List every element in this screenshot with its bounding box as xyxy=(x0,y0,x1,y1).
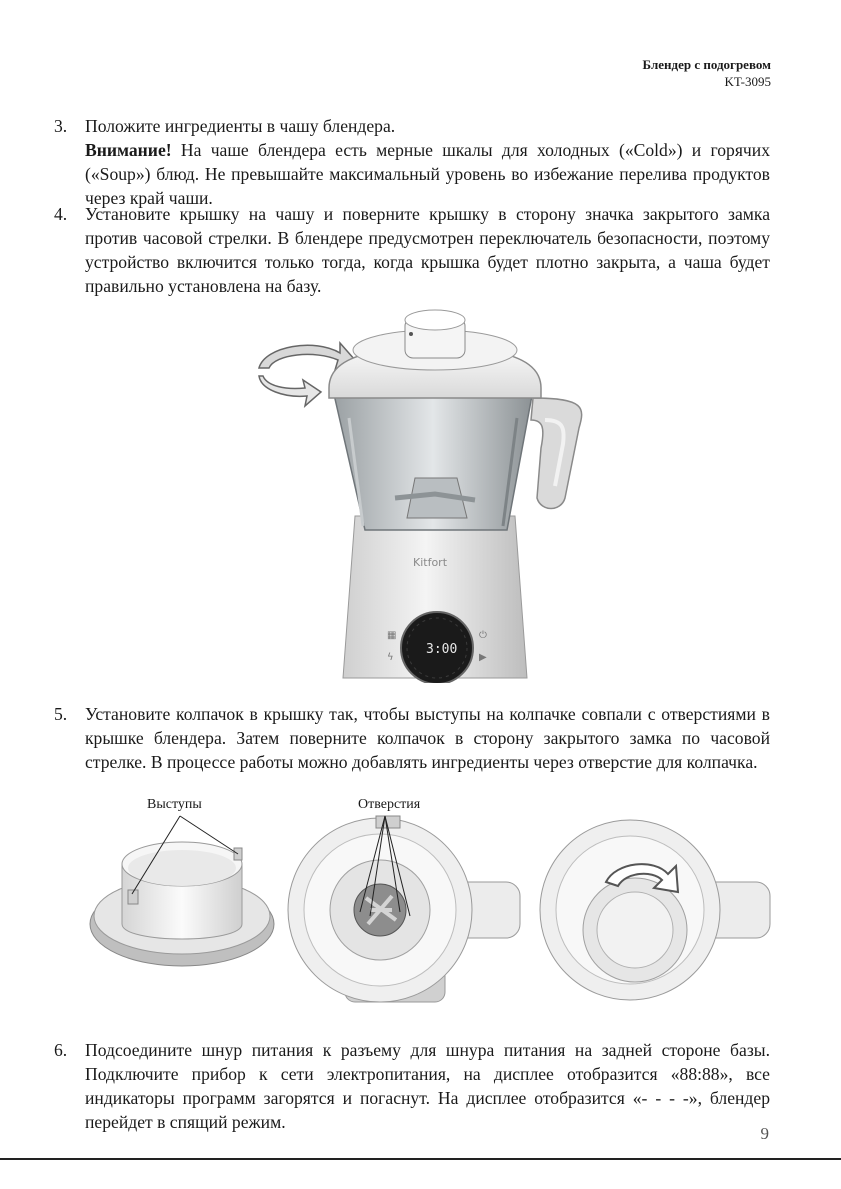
step-text: Установите колпачок в крышку так, чтобы выступы на колпачке совпали с отверстиями в крышке блендера. Затем поверните колпачок в сторону закрытого замка по часовой стрелке. В процессе работы можно добавлять ингредиенты через отверстие для колпачка. xyxy=(85,704,770,772)
label-holes: Отверстия xyxy=(358,797,421,812)
step-text: Положите ингредиенты в чашу блендера. xyxy=(85,116,396,136)
power-icon: ⏻ xyxy=(479,630,487,641)
pulse-icon: ϟ xyxy=(387,652,394,663)
step-text: Подсоедините шнур питания к разъему для шнура питания на задней стороне базы. Подключите прибор к сети электропитания, на дисплее отобразится «88:88», все индикаторы программ загорятся и погаснут. На дисплее отобразится «- - - -», блендер перейдет в спящий режим. xyxy=(85,1040,770,1132)
lock-icon xyxy=(409,332,413,336)
step-number: 3. xyxy=(54,116,68,136)
step-6 xyxy=(54,1038,770,1134)
step-number: 6. xyxy=(54,1040,68,1060)
page-number: 9 xyxy=(760,1124,769,1143)
cap-lid-figures xyxy=(70,812,790,1022)
step-number: 4. xyxy=(54,204,68,224)
warning-text: На чаше блендера есть мерные шкалы для холодных («Cold») и горячих («Soup») блюд. Не превышайте максимальный уровень во избежание перелива продуктов через край чаши. xyxy=(85,140,770,208)
warning-label: Внимание! xyxy=(85,140,172,160)
header-title: Блендер с подогревом xyxy=(642,57,771,72)
header-model: KT-3095 xyxy=(724,74,771,89)
brand-logo: Kitfort xyxy=(413,556,448,569)
step-text: Установите крышку на чашу и поверните крышку в сторону значка закрытого замка против часовой стрелки. В блендере предусмотрен переключатель безопасности, поэтому устройство включится только тогда, когда крышка будет плотно закрыта, а чаша будет правильно установлена на базу. xyxy=(85,204,770,296)
time-display: 3:00 xyxy=(426,642,458,657)
step-3 xyxy=(54,114,770,210)
lid-open-photo xyxy=(288,816,520,1002)
cap-photo xyxy=(90,816,274,966)
step-number: 5. xyxy=(54,704,68,724)
page-header xyxy=(643,56,771,90)
start-pause-icon: ▶ xyxy=(479,652,487,663)
label-protrusions: Выступы xyxy=(147,797,202,812)
program-icon: ▦ xyxy=(387,630,397,641)
bottom-rule xyxy=(0,1158,841,1160)
warning-paragraph xyxy=(85,138,770,210)
blender-illustration xyxy=(245,298,605,683)
step-4 xyxy=(54,202,770,298)
lid-closed-photo xyxy=(540,820,770,1000)
step-5 xyxy=(54,702,770,774)
